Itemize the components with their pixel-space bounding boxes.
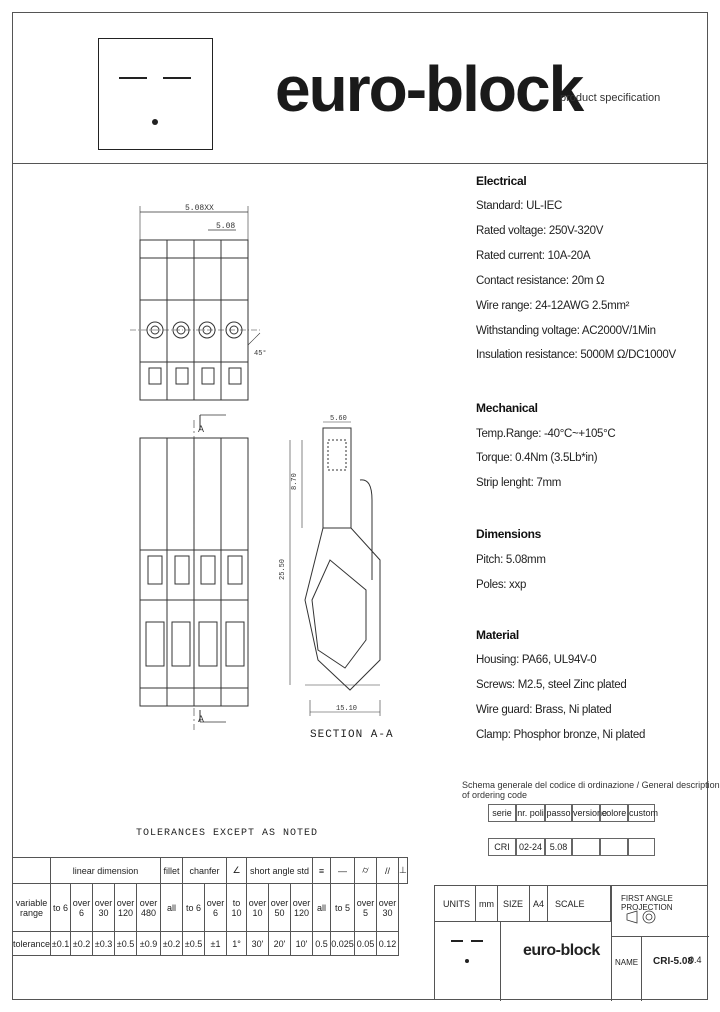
dimensions-heading: Dimensions bbox=[476, 527, 542, 541]
order-header: custom bbox=[628, 804, 655, 822]
tol-group-header: ⊥ bbox=[399, 858, 408, 884]
tol-value: 0.025 bbox=[331, 932, 355, 956]
side-dim-height1: 8.70 bbox=[291, 473, 299, 490]
tol-row-label: tolerance bbox=[13, 932, 51, 956]
dim-total-text: 5.08XX bbox=[185, 204, 214, 213]
order-header: passo bbox=[545, 804, 572, 822]
material-heading: Material bbox=[476, 628, 519, 642]
section-marker-top: A bbox=[198, 424, 205, 434]
spec-line: Torque: 0.4Nm (3.5Lb*in) bbox=[476, 452, 598, 464]
side-dim-width: 15.10 bbox=[336, 705, 358, 713]
order-value: 5.08 bbox=[545, 838, 572, 856]
spec-line: Housing: PA66, UL94V-0 bbox=[476, 654, 597, 666]
name-value: CRI-5.08 bbox=[653, 956, 694, 967]
top-view bbox=[130, 204, 267, 400]
tol-value: 10' bbox=[291, 932, 313, 956]
title-block bbox=[434, 885, 708, 1000]
section-view bbox=[279, 415, 394, 741]
order-header: colore bbox=[600, 804, 628, 822]
tol-group-header: linear dimension bbox=[51, 858, 161, 884]
tol-cell: over 50 bbox=[269, 884, 291, 932]
tolerances-title: TOLERANCES EXCEPT AS NOTED bbox=[136, 828, 319, 839]
titleblock-brand: euro-block bbox=[523, 942, 600, 959]
tol-cell: over 6 bbox=[71, 884, 93, 932]
spec-line: Temp.Range: -40°C~+105°C bbox=[476, 428, 616, 440]
order-value: CRI bbox=[488, 838, 516, 856]
units-value: mm bbox=[479, 899, 494, 909]
tol-group-header: ∠ bbox=[227, 858, 247, 884]
spec-line: Screws: M2.5, steel Zinc plated bbox=[476, 679, 627, 691]
order-value bbox=[572, 838, 600, 856]
tol-value: ±0.5 bbox=[115, 932, 137, 956]
tol-cell: all bbox=[313, 884, 331, 932]
spec-line: Rated current: 10A-20A bbox=[476, 250, 591, 262]
tol-value: ±0.2 bbox=[161, 932, 183, 956]
tol-value: ±0.2 bbox=[71, 932, 93, 956]
spec-line: Clamp: Phosphor bronze, Ni plated bbox=[476, 729, 646, 741]
units-label: UNITS bbox=[443, 899, 470, 909]
spec-line: Wire guard: Brass, Ni plated bbox=[476, 704, 612, 716]
tol-cell: over 30 bbox=[377, 884, 399, 932]
order-value: 02-24 bbox=[516, 838, 545, 856]
scale-label: SCALE bbox=[555, 899, 585, 909]
ordering-title: Schema generale del codice di ordinazione / General description of ordering code bbox=[462, 780, 720, 800]
front-view bbox=[140, 415, 248, 730]
tol-cell: over 480 bbox=[137, 884, 161, 932]
product-subtitle: product specification bbox=[560, 92, 661, 104]
size-label: SIZE bbox=[503, 899, 524, 909]
order-header: nr. poli bbox=[516, 804, 545, 822]
electrical-heading: Electrical bbox=[476, 174, 527, 188]
tol-value: ±0.3 bbox=[93, 932, 115, 956]
tol-value: 30' bbox=[247, 932, 269, 956]
tol-value: 20' bbox=[269, 932, 291, 956]
spec-line: Strip lenght: 7mm bbox=[476, 477, 562, 489]
titleblock-logo bbox=[435, 922, 501, 1001]
projection-label: FIRST ANGLE PROJECTION bbox=[621, 894, 673, 912]
side-dim-top: 5.60 bbox=[330, 415, 347, 423]
spec-line: Insulation resistance: 5000M Ω/DC1000V bbox=[476, 349, 676, 361]
tol-value: ±0.9 bbox=[137, 932, 161, 956]
tol-cell: over 6 bbox=[205, 884, 227, 932]
tol-value: 0.5 bbox=[313, 932, 331, 956]
dim-pitch-text: 5.08 bbox=[216, 222, 236, 231]
section-label: SECTION A-A bbox=[310, 729, 394, 741]
tol-group-header: // bbox=[377, 858, 399, 884]
name-label: NAME bbox=[615, 958, 639, 967]
spec-line: Contact resistance: 20m Ω bbox=[476, 275, 605, 287]
tol-cell: over 5 bbox=[355, 884, 377, 932]
spec-line: Standard: UL-IEC bbox=[476, 200, 562, 212]
tol-group-header: chanfer bbox=[183, 858, 227, 884]
tol-cell: over 120 bbox=[291, 884, 313, 932]
side-dim-height2: 25.50 bbox=[279, 558, 287, 580]
tol-value: 0.12 bbox=[377, 932, 399, 956]
tol-group-header: ⌭ bbox=[355, 858, 377, 884]
spec-line: Pitch: 5.08mm bbox=[476, 554, 546, 566]
order-header: serie bbox=[488, 804, 516, 822]
tol-row-label: variable range bbox=[13, 884, 51, 932]
tol-group-header: — bbox=[331, 858, 355, 884]
spec-line: Wire range: 24-12AWG 2.5mm² bbox=[476, 300, 630, 312]
order-header: versione bbox=[572, 804, 600, 822]
section-marker-bottom: A bbox=[198, 714, 205, 724]
tol-cell: to 6 bbox=[51, 884, 71, 932]
tol-cell: over 30 bbox=[93, 884, 115, 932]
tol-cell: to 10 bbox=[227, 884, 247, 932]
tol-cell: over 10 bbox=[247, 884, 269, 932]
tol-value-last: 0.4 bbox=[689, 955, 702, 965]
tol-value: 1° bbox=[227, 932, 247, 956]
tol-value: ±1 bbox=[205, 932, 227, 956]
spec-line: Withstanding voltage: AC2000V/1Min bbox=[476, 325, 656, 337]
tol-group-header: ≡ bbox=[313, 858, 331, 884]
brand-name: euro-block bbox=[275, 53, 583, 125]
tol-cell: to 5 bbox=[331, 884, 355, 932]
order-value bbox=[628, 838, 655, 856]
tolerance-table bbox=[12, 857, 408, 956]
tol-cell: all bbox=[161, 884, 183, 932]
spec-line: Poles: xxp bbox=[476, 579, 527, 591]
tol-value: 0.05 bbox=[355, 932, 377, 956]
size-value: A4 bbox=[533, 899, 545, 909]
tol-value: ±0.5 bbox=[183, 932, 205, 956]
spec-line: Rated voltage: 250V-320V bbox=[476, 225, 604, 237]
dim-angle-text: 45° bbox=[254, 350, 267, 358]
projection-icon bbox=[625, 908, 665, 926]
tol-group-header: fillet bbox=[161, 858, 183, 884]
tol-cell: to 6 bbox=[183, 884, 205, 932]
tol-cell: over 120 bbox=[115, 884, 137, 932]
tol-group-header: short angle std bbox=[247, 858, 313, 884]
tol-value: ±0.1 bbox=[51, 932, 71, 956]
order-value bbox=[600, 838, 628, 856]
mechanical-heading: Mechanical bbox=[476, 401, 538, 415]
